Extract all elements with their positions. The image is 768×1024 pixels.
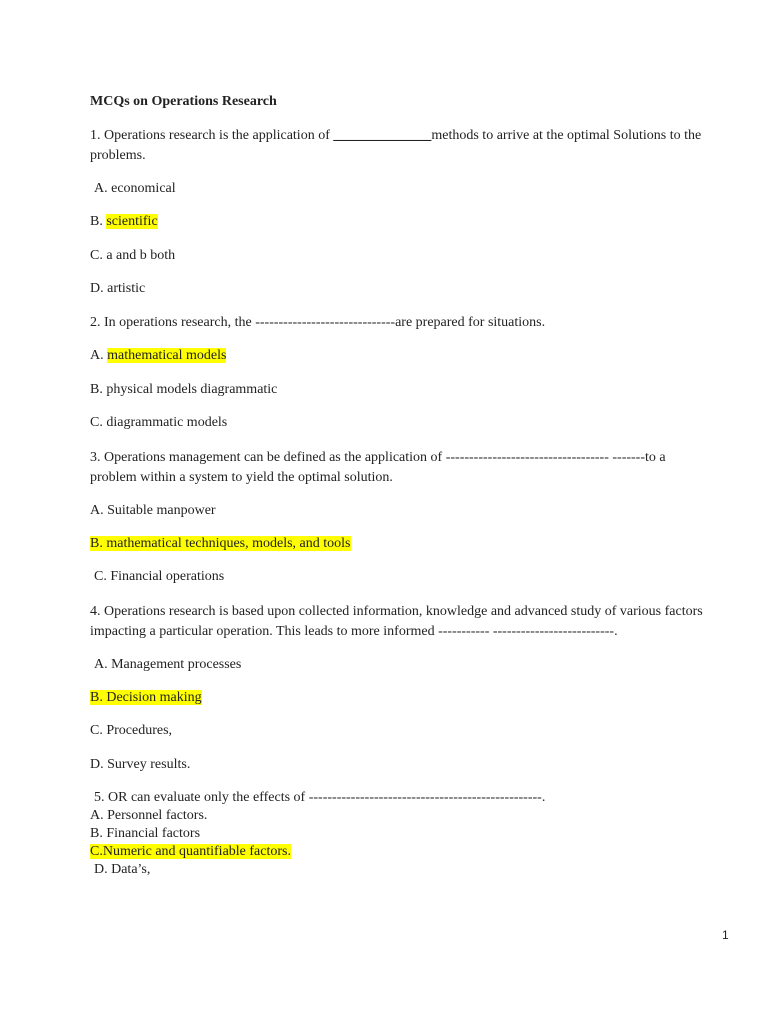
q1-answer-highlight: scientific [106, 214, 158, 229]
q2-option-a-prefix: A. [90, 348, 108, 363]
q1-option-b [90, 213, 158, 231]
q3-option-b [90, 535, 351, 553]
question-1-text-start: 1. Operations research is the application of [90, 128, 334, 143]
q5-option-c [90, 843, 291, 861]
q3-answer-highlight: B. mathematical techniques, models, and tools [90, 536, 351, 551]
q2-option-a [90, 347, 226, 365]
question-4: 4. Operations research is based upon collected information, knowledge and advanced study of various factors impacting a particular operation. This leads to more informed ----------- --------------------------. [90, 604, 703, 639]
q1-option-b-prefix: B. [90, 214, 107, 229]
question-2: 2. In operations research, the ------------------------------are prepared for situations. [90, 315, 546, 330]
q2-option-c: C. diagrammatic models [90, 415, 228, 430]
q3-option-c: C. Financial operations [94, 569, 225, 584]
q5-option-b: B. Financial factors [90, 826, 201, 841]
q4-option-c: C. Procedures, [90, 723, 173, 738]
q5-option-a: A. Personnel factors. [90, 808, 208, 823]
question-5: 5. OR can evaluate only the effects of --------------------------------------------------. [94, 790, 546, 805]
question-1 [90, 126, 714, 166]
q5-answer-highlight: C.Numeric and quantifiable factors. [90, 844, 291, 859]
q3-option-a: A. Suitable manpower [90, 503, 216, 518]
q4-option-d: D. Survey results. [90, 757, 191, 772]
q2-option-b: B. physical models diagrammatic [90, 382, 278, 397]
q2-answer-highlight: mathematical models [107, 348, 227, 363]
q1-option-c: C. a and b both [90, 248, 176, 263]
q1-option-a: A. economical [94, 181, 176, 196]
q5-option-d: D. Data’s, [94, 862, 151, 877]
q1-option-d: D. artistic [90, 281, 146, 296]
q4-option-a: A. Management processes [94, 657, 242, 672]
question-1-text-end: methods to arrive at the optimal Solutions to the problems. [90, 128, 702, 163]
q4-option-b [90, 689, 202, 707]
q4-answer-highlight: B. Decision making [90, 690, 202, 705]
question-1-blank: ______________ [333, 128, 432, 143]
page-number: 1 [722, 928, 729, 942]
question-3: 3. Operations management can be defined as the application of ----------------------------------- -------to a problem within a system to yield the optimal solution. [90, 450, 666, 485]
document-title: MCQs on Operations Research [90, 94, 277, 109]
